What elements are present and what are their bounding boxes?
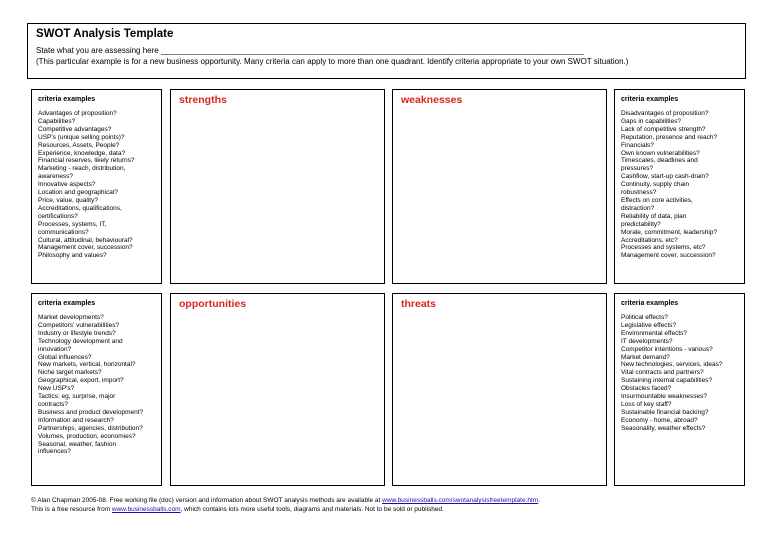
criteria-item: IT developments? [621,337,673,345]
criteria-list-strengths [38,110,155,260]
criteria-item: Morale, commitment, leadership? [621,228,718,236]
criteria-list-threats [621,314,738,433]
quadrant-title-strengths: strengths [179,94,227,106]
criteria-item: Niche target markets? [38,369,102,377]
criteria-heading: criteria examples [38,300,96,307]
criteria-item: Disadvantages of proposition? [621,110,709,117]
criteria-item: Accreditations, etc? [621,236,678,244]
criteria-item: New technologies, services, ideas? [621,361,723,369]
criteria-item: Global influences? [38,353,92,361]
criteria-heading: criteria examples [621,300,679,307]
criteria-item: Gaps in capabilities? [621,117,681,125]
instructions-line: (This particular example is for a new business opportunity. Many criteria can apply to more than one quadrant. Identify criteria appropriate to your own SWOT situation.) [36,57,629,66]
criteria-item: pressures? [621,165,654,173]
footer-line-1 [31,496,540,505]
criteria-item: Partnerships, agencies, distribution? [38,424,143,432]
criteria-item: Cultural, attitudinal, behavioural? [38,236,133,244]
criteria-item: Market demand? [621,353,670,361]
criteria-item: certifications? [38,212,78,220]
criteria-item: Competitive advantages? [38,125,112,133]
criteria-item: Industry or lifestyle trends? [38,329,116,337]
criteria-item: Vital contracts and partners? [621,369,704,377]
criteria-item: Seasonal, weather, fashion [38,440,117,448]
criteria-item: Loss of key staff? [621,400,672,408]
criteria-item: Management cover, succession? [621,252,716,260]
quadrant-opportunities [170,293,385,486]
criteria-item: Marketing - reach, distribution, [38,165,126,173]
criteria-item: Capabilities? [38,117,76,125]
criteria-item: Sustaining internal capabilities? [621,377,713,385]
footer-period: . [538,497,541,504]
criteria-item: Own known vulnerabilities? [621,149,700,157]
criteria-item: Environmental effects? [621,329,687,337]
criteria-item: New markets, vertical, horizontal? [38,361,136,369]
criteria-item: Obstacles faced? [621,385,672,393]
criteria-item: Competitor intentions - various? [621,345,713,353]
criteria-item: Technology development and [38,337,123,345]
quadrant-weaknesses [392,89,607,284]
criteria-item: Accreditations, qualifications, [38,204,122,212]
criteria-item: awareness? [38,173,74,181]
criteria-box-weaknesses [614,89,745,284]
criteria-item: Advantages of proposition? [38,110,117,117]
criteria-item: robustness? [621,189,657,197]
criteria-item: New USP's? [38,385,75,393]
criteria-heading: criteria examples [621,96,679,103]
criteria-item: Processes and systems, etc? [621,244,706,252]
criteria-item: Market developments? [38,314,104,321]
footer-copyright-text: © Alan Chapman 2005-08. Free working file (doc) version and information about SWOT analysis methods are available at [31,497,383,504]
criteria-item: Timescales, deadlines and [621,157,698,165]
criteria-item: Resources, Assets, People? [38,141,120,149]
criteria-item: communications? [38,228,89,236]
criteria-item: Volumes, production, economies? [38,432,136,440]
criteria-box-opportunities [31,293,162,486]
criteria-box-strengths [31,89,162,284]
criteria-item: Financial reserves, likely returns? [38,157,135,165]
quadrant-strengths [170,89,385,284]
header-box [27,23,746,79]
criteria-item: Experience, knowledge, data? [38,149,126,157]
criteria-item: Price, value, quality? [38,196,98,204]
criteria-item: Innovative aspects? [38,181,96,189]
criteria-item: Insurmountable weaknesses? [621,393,707,401]
criteria-item: Political effects? [621,314,668,321]
criteria-item: USP's (unique selling points)? [38,133,125,141]
criteria-item: Reputation, presence and reach? [621,133,718,141]
criteria-item: Economy - home, abroad? [621,416,698,424]
quadrant-title-opportunities: opportunities [179,298,247,310]
criteria-item: Reliability of data, plan [621,212,687,220]
criteria-item: Processes, systems, IT, [38,220,107,228]
criteria-item: Lack of competitive strength? [621,125,706,133]
footer [31,496,540,514]
criteria-item: predictability? [621,220,661,228]
footer-notice-text: , which contains lots more useful tools, diagrams and materials. Not to be sold or published. [180,506,444,513]
criteria-item: Effects on core activities, [621,196,693,204]
criteria-item: Management cover, succession? [38,244,133,252]
footer-resource-text: This is a free resource from [31,506,112,513]
assessing-line: State what you are assessing here _______________________________________________________________________________________________ [36,46,584,55]
criteria-item: Cashflow, start-up cash-drain? [621,173,709,181]
quadrant-title-weaknesses: weaknesses [401,94,463,106]
criteria-item: Continuity, supply chain [621,181,690,189]
quadrant-threats [392,293,607,486]
criteria-item: influences? [38,448,71,456]
criteria-heading: criteria examples [38,96,96,103]
criteria-item: Philosophy and values? [38,252,107,260]
footer-template-link[interactable]: www.businessballs.com/swotanalysisfreetemplate.htm [382,497,539,504]
criteria-item: Sustainable financial backing? [621,408,709,416]
footer-line-2 [31,505,540,514]
criteria-list-weaknesses [621,110,738,260]
criteria-item: Financials? [621,141,654,149]
criteria-item: Legislative effects? [621,321,677,329]
quadrant-title-threats: threats [401,298,437,310]
footer-site-link[interactable]: www.businessballs.com [111,506,181,513]
criteria-list-opportunities [38,314,155,456]
page-title: SWOT Analysis Template [36,28,174,40]
criteria-item: Seasonality, weather effects? [621,424,706,432]
criteria-item: contracts? [38,400,68,408]
criteria-item: Competitors' vulnerabilities? [38,321,120,329]
criteria-item: Tactics: eg, surprise, major [38,393,116,401]
criteria-box-threats [614,293,745,486]
criteria-item: innovation? [38,345,72,353]
criteria-item: Information and research? [38,416,114,424]
criteria-item: Geographical, export, import? [38,377,124,385]
criteria-item: distraction? [621,204,655,212]
criteria-item: Location and geographical? [38,189,118,197]
criteria-item: Business and product development? [38,408,144,416]
